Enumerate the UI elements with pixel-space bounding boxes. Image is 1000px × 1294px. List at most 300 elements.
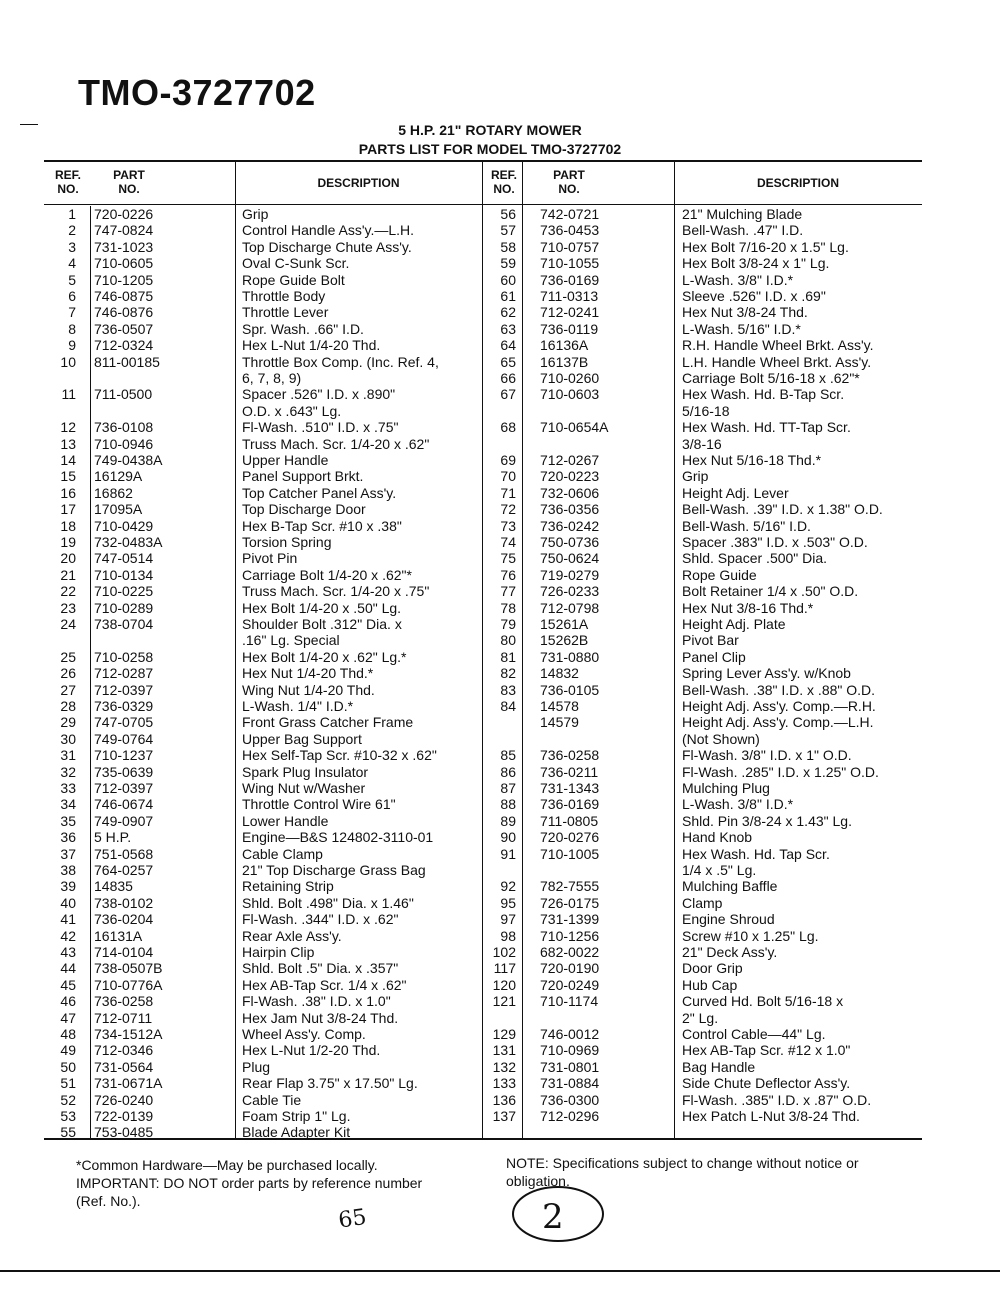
part-description: Hex AB-Tap Scr. #12 x 1.0" <box>682 1042 851 1059</box>
table-row <box>482 1042 922 1058</box>
ref-number: 95 <box>500 894 516 911</box>
part-number: 782-7555 <box>540 878 600 895</box>
table-row <box>44 846 482 862</box>
part-description: Door Grip <box>682 960 743 977</box>
table-row <box>482 419 922 435</box>
part-number: 747-0705 <box>94 714 154 731</box>
ref-number: 75 <box>500 550 516 567</box>
ref-number: 19 <box>60 534 76 550</box>
ref-number: 121 <box>492 993 516 1010</box>
table-row <box>44 239 482 255</box>
ref-number: 74 <box>500 534 516 550</box>
part-description: Pivot Bar <box>682 632 739 649</box>
table-row <box>44 337 482 353</box>
ref-number: 29 <box>60 714 76 731</box>
part-description: Bolt Retainer 1/4 x .50" O.D. <box>682 583 859 600</box>
part-description: Hex Wash. Hd. Tap Scr. <box>682 845 830 862</box>
part-description: Retaining Strip <box>242 878 334 895</box>
part-description: Hex L-Nut 1/2-20 Thd. <box>242 1042 381 1059</box>
part-description: Spacer .383" I.D. x .503" O.D. <box>682 534 868 550</box>
table-row <box>482 928 922 944</box>
part-number: 710-0605 <box>94 255 154 272</box>
part-description: Shld. Pin 3/8-24 x 1.43" Lg. <box>682 812 852 829</box>
part-number: 14579 <box>540 714 579 731</box>
table-row <box>482 567 922 583</box>
part-description: 21" Mulching Blade <box>682 206 803 222</box>
table-row <box>44 600 482 616</box>
ref-number: 81 <box>500 648 516 665</box>
ref-number: 12 <box>60 419 76 436</box>
ref-number: 77 <box>500 583 516 600</box>
table-row <box>482 337 922 353</box>
ref-number: 8 <box>68 320 76 337</box>
table-row <box>44 501 482 517</box>
part-number: 710-1205 <box>94 271 154 288</box>
ref-number: 11 <box>61 386 76 403</box>
ref-number: 17 <box>60 501 76 518</box>
part-number: 731-0884 <box>540 1075 600 1092</box>
ref-number: 23 <box>60 599 76 616</box>
ref-number: 43 <box>60 944 76 960</box>
table-row <box>482 501 922 517</box>
table-row <box>44 665 482 681</box>
bottom-rule <box>0 1270 1000 1272</box>
table-row <box>44 288 482 304</box>
ref-number: 67 <box>500 386 516 403</box>
ref-number: 76 <box>500 566 516 583</box>
table-row <box>44 928 482 944</box>
part-description: Throttle Lever <box>242 304 329 321</box>
part-description: Grip <box>682 468 709 485</box>
table-row <box>482 911 922 927</box>
table-row <box>44 714 482 730</box>
ref-number: 63 <box>500 320 516 337</box>
footer-common-hardware <box>76 1156 456 1210</box>
ref-number: 40 <box>60 894 76 911</box>
ref-number: 79 <box>500 616 516 632</box>
part-description: Spr. Wash. .66" I.D. <box>242 320 364 337</box>
part-description: Hand Knob <box>682 829 753 846</box>
ref-number: 61 <box>500 288 516 304</box>
part-description: Hex Nut 3/8-16 Thd.* <box>682 599 814 616</box>
part-number: 710-0946 <box>94 435 154 452</box>
part-description: Bell-Wash. 5/16" I.D. <box>682 517 811 534</box>
part-number: 710-1174 <box>540 993 599 1010</box>
ref-number: 37 <box>60 845 76 862</box>
part-description: Front Grass Catcher Frame <box>242 714 414 731</box>
table-row <box>482 829 922 845</box>
part-number: 5 H.P. <box>94 829 132 846</box>
table-row <box>482 468 922 484</box>
ref-number: 30 <box>60 730 76 747</box>
ref-number: 31 <box>60 747 76 764</box>
part-description: Rear Axle Ass'y. <box>242 927 342 944</box>
ref-number: 32 <box>60 763 76 780</box>
part-description: Carriage Bolt 1/4-20 x .62"* <box>242 566 412 583</box>
table-row <box>482 403 922 419</box>
part-description: Side Chute Deflector Ass'y. <box>682 1075 851 1092</box>
ref-number: 120 <box>492 976 516 993</box>
part-description: Cable Tie <box>242 1091 302 1108</box>
ref-number: 57 <box>500 222 516 239</box>
ref-number: 27 <box>60 681 76 698</box>
part-number: 738-0507B <box>94 960 163 977</box>
ref-number: 15 <box>60 468 76 485</box>
ref-number: 64 <box>500 337 516 354</box>
ref-number: 18 <box>60 517 76 534</box>
ref-number: 4 <box>68 255 76 272</box>
part-number: 746-0876 <box>94 304 154 321</box>
part-number: 811-00185 <box>94 353 160 370</box>
table-row <box>44 895 482 911</box>
ref-number: 20 <box>60 550 76 567</box>
table-row <box>482 583 922 599</box>
part-description: Hex Jam Nut 3/8-24 Thd. <box>242 1009 399 1026</box>
part-number: 710-0776A <box>94 976 163 993</box>
part-number: 710-1256 <box>540 927 600 944</box>
table-row <box>482 272 922 288</box>
part-description: Engine—B&S 124802-3110-01 <box>242 829 434 846</box>
part-description: Screw #10 x 1.25" Lg. <box>682 927 819 944</box>
table-row <box>44 780 482 796</box>
table-row <box>44 1042 482 1058</box>
part-description: Engine Shroud <box>682 911 775 928</box>
part-description: Torsion Spring <box>242 534 332 550</box>
ref-number: 60 <box>500 271 516 288</box>
part-description: Foam Strip 1" Lg. <box>242 1108 351 1124</box>
part-number: 731-1023 <box>94 238 154 255</box>
part-number: 742-0721 <box>540 206 600 222</box>
part-number: 17095A <box>94 501 143 518</box>
ref-number: 24 <box>60 616 76 632</box>
table-row <box>482 386 922 402</box>
part-description: L-Wash. 3/8" I.D.* <box>682 796 794 813</box>
part-number: 712-0324 <box>94 337 154 354</box>
header-desc-left: DESCRIPTION <box>317 176 400 190</box>
table-row <box>482 255 922 271</box>
part-description: Hex AB-Tap Scr. 1/4 x .62" <box>242 976 407 993</box>
part-number: 749-0438A <box>94 452 163 468</box>
part-description: Truss Mach. Scr. 1/4-20 x .75" <box>242 583 430 600</box>
document-title: TMO-3727702 <box>78 72 316 113</box>
part-description: L-Wash. 1/4" I.D.* <box>242 698 354 714</box>
part-number: 736-0211 <box>540 763 599 780</box>
part-description: 21" Deck Ass'y. <box>682 944 778 960</box>
table-row <box>482 632 922 648</box>
ref-number: 39 <box>60 878 76 895</box>
important-note: IMPORTANT: DO NOT order parts by reference number (Ref. No.). <box>76 1175 423 1209</box>
part-description: Wing Nut w/Washer <box>242 780 366 796</box>
ref-number: 129 <box>492 1026 516 1042</box>
part-number: 726-0240 <box>94 1091 154 1108</box>
table-row <box>482 304 922 320</box>
part-number: 712-0346 <box>94 1042 154 1059</box>
part-description: Height Adj. Plate <box>682 616 786 632</box>
table-row <box>482 714 922 730</box>
part-number: 682-0022 <box>540 944 600 960</box>
part-description: Panel Support Brkt. <box>242 468 364 485</box>
part-number: 734-1512A <box>94 1026 163 1042</box>
ref-number: 69 <box>500 452 516 468</box>
ref-number: 72 <box>500 501 516 518</box>
table-row <box>44 452 482 468</box>
part-description: Height Adj. Ass'y. Comp.—R.H. <box>682 698 876 714</box>
ref-number: 38 <box>60 862 76 878</box>
part-number: 736-0204 <box>94 911 154 928</box>
table-row <box>482 878 922 894</box>
ref-number: 117 <box>493 960 516 977</box>
ref-number: 137 <box>492 1108 516 1124</box>
part-number: 16131A <box>94 927 143 944</box>
footer-spec-note: NOTE: Specifications subject to change without notice or obligation. <box>506 1155 859 1189</box>
table-row <box>44 321 482 337</box>
ref-number: 59 <box>500 255 516 272</box>
part-description: Hex Nut 1/4-20 Thd.* <box>242 665 374 682</box>
part-description: 3/8-16 <box>682 435 722 452</box>
ref-number: 73 <box>500 517 516 534</box>
ref-number: 26 <box>60 665 76 682</box>
table-row <box>482 813 922 829</box>
part-number: 16137B <box>540 353 589 370</box>
ref-number: 89 <box>500 812 516 829</box>
part-description: Fl-Wash. .344" I.D. x .62" <box>242 911 399 928</box>
part-description: Curved Hd. Bolt 5/16-18 x <box>682 993 844 1010</box>
part-description: Blade Adapter Kit <box>242 1124 351 1141</box>
ref-number: 62 <box>500 304 516 321</box>
ref-number: 45 <box>60 976 76 993</box>
table-row <box>44 518 482 534</box>
ref-number: 21 <box>60 566 76 583</box>
table-row <box>44 632 482 648</box>
table-row <box>482 436 922 452</box>
part-number: 712-0287 <box>94 665 154 682</box>
part-number: 720-0190 <box>540 960 600 977</box>
part-description: Spacer .526" I.D. x .890" <box>242 386 396 403</box>
part-number: 714-0104 <box>94 944 154 960</box>
part-number: 710-0260 <box>540 370 600 386</box>
table-row <box>44 682 482 698</box>
part-number: 732-0483A <box>94 534 163 550</box>
table-row <box>482 780 922 796</box>
part-description: 6, 7, 8, 9) <box>242 370 302 386</box>
ref-number: 1 <box>68 206 76 222</box>
header-ref-left: REF. NO. <box>54 168 81 196</box>
part-description: Hairpin Clip <box>242 944 315 960</box>
part-description: Fl-Wash. .510" I.D. x .75" <box>242 419 399 436</box>
part-number: 712-0397 <box>94 780 154 796</box>
part-description: 2" Lg. <box>682 1009 719 1026</box>
part-number: 753-0485 <box>94 1124 154 1141</box>
part-number: 719-0279 <box>540 566 600 583</box>
handwritten-circle-mark <box>506 1178 616 1248</box>
part-number: 722-0139 <box>94 1108 154 1124</box>
ref-number: 131 <box>492 1042 516 1059</box>
ref-number: 68 <box>500 419 516 436</box>
part-number: 711-0313 <box>540 288 599 304</box>
part-description: Hex L-Nut 1/4-20 Thd. <box>242 337 381 354</box>
ref-number: 53 <box>60 1108 76 1124</box>
ref-number: 5 <box>68 271 76 288</box>
part-description: Plug <box>242 1058 271 1075</box>
table-row <box>482 534 922 550</box>
part-number: 736-0356 <box>540 501 600 518</box>
ref-number: 80 <box>500 632 516 649</box>
part-number: 14832 <box>540 665 579 682</box>
table-row <box>44 764 482 780</box>
part-description: Wheel Ass'y. Comp. <box>242 1026 366 1042</box>
part-description: Hex Bolt 1/4-20 x .50" Lg. <box>242 599 402 616</box>
table-row <box>44 1075 482 1091</box>
table-row <box>44 403 482 419</box>
ref-number: 22 <box>60 583 76 600</box>
part-number: 726-0233 <box>540 583 600 600</box>
table-row <box>482 1092 922 1108</box>
part-description: Hex B-Tap Scr. #10 x .38" <box>242 517 402 534</box>
part-description: Throttle Body <box>242 288 326 304</box>
part-number: 746-0875 <box>94 288 154 304</box>
table-row <box>482 846 922 862</box>
part-number: 712-0798 <box>540 599 600 616</box>
ref-number: 6 <box>68 288 76 304</box>
part-number: 736-0329 <box>94 698 154 714</box>
ref-number: 50 <box>60 1058 76 1075</box>
part-number: 711-0805 <box>540 812 599 829</box>
part-description: Fl-Wash. .38" I.D. x 1.0" <box>242 993 391 1010</box>
table-row <box>482 616 922 632</box>
table-row <box>482 665 922 681</box>
part-number: 736-0258 <box>540 747 600 764</box>
table-row <box>482 796 922 812</box>
part-description: Bell-Wash. .38" I.D. x .88" O.D. <box>682 681 876 698</box>
part-description: Shld. Bolt .498" Dia. x 1.46" <box>242 894 414 911</box>
part-number: 710-0225 <box>94 583 154 600</box>
part-number: 731-0671A <box>94 1075 163 1092</box>
part-number: 712-0711 <box>94 1009 153 1026</box>
part-description: Pivot Pin <box>242 550 298 567</box>
part-description: Truss Mach. Scr. 1/4-20 x .62" <box>242 435 430 452</box>
part-number: 710-0603 <box>540 386 600 403</box>
part-number: 720-0249 <box>540 976 600 993</box>
part-description: Rope Guide Bolt <box>242 271 345 288</box>
part-description: Height Adj. Lever <box>682 484 789 501</box>
part-number: 736-0242 <box>540 517 600 534</box>
ref-number: 133 <box>492 1075 516 1092</box>
part-number: 710-0258 <box>94 648 154 665</box>
ref-number: 34 <box>60 796 76 813</box>
part-description: Top Discharge Door <box>242 501 366 518</box>
part-number: 710-1005 <box>540 845 600 862</box>
part-description: Throttle Control Wire 61" <box>242 796 396 813</box>
part-number: 736-0169 <box>540 271 600 288</box>
table-row <box>44 698 482 714</box>
ref-number: 25 <box>60 648 76 665</box>
table-row <box>44 960 482 976</box>
part-number: 710-0429 <box>94 517 154 534</box>
ref-number: 84 <box>500 698 516 714</box>
part-number: 16862 <box>94 484 133 501</box>
ref-number: 46 <box>60 993 76 1010</box>
table-row <box>44 944 482 960</box>
part-description: Carriage Bolt 5/16-18 x .62"* <box>682 370 860 386</box>
part-number: 736-0258 <box>94 993 154 1010</box>
table-row <box>44 829 482 845</box>
part-number: 731-0564 <box>94 1058 154 1075</box>
table-row <box>44 370 482 386</box>
part-number: 735-0639 <box>94 763 154 780</box>
table-row <box>482 944 922 960</box>
part-number: 16136A <box>540 337 589 354</box>
ref-number: 41 <box>60 911 76 928</box>
table-row <box>44 1010 482 1026</box>
table-row <box>44 1108 482 1124</box>
table-row <box>44 1026 482 1042</box>
ref-number: 136 <box>492 1091 516 1108</box>
part-number: 15262B <box>540 632 589 649</box>
ref-number: 28 <box>60 698 76 714</box>
ref-number: 14 <box>60 452 76 468</box>
part-description: Throttle Box Comp. (Inc. Ref. 4, <box>242 353 439 370</box>
part-description: O.D. x .643" Lg. <box>242 402 342 419</box>
header-ref-right: REF. NO. <box>490 168 517 196</box>
ref-number: 56 <box>500 206 516 222</box>
table-row <box>44 649 482 665</box>
part-number: 747-0514 <box>94 550 154 567</box>
part-number: 738-0102 <box>94 894 154 911</box>
part-number: 751-0568 <box>94 845 154 862</box>
table-row <box>44 272 482 288</box>
ref-number: 13 <box>60 435 76 452</box>
ref-number: 85 <box>500 747 516 764</box>
part-description: 1/4 x .5" Lg. <box>682 862 757 878</box>
ref-number: 65 <box>500 353 516 370</box>
part-description: Panel Clip <box>682 648 746 665</box>
part-number: 710-0757 <box>540 238 600 255</box>
part-number: 731-0880 <box>540 648 600 665</box>
table-row <box>482 960 922 976</box>
part-number: 710-0289 <box>94 599 154 616</box>
ref-number: 49 <box>60 1042 76 1059</box>
part-number: 731-1343 <box>540 780 600 796</box>
subtitle-parts-list: PARTS LIST FOR MODEL TMO-3727702 <box>358 141 622 157</box>
part-number: 736-0169 <box>540 796 600 813</box>
ref-number: 47 <box>60 1009 76 1026</box>
ref-number: 82 <box>500 665 516 682</box>
part-number: 736-0108 <box>94 419 154 436</box>
table-row <box>44 468 482 484</box>
table-row <box>482 1075 922 1091</box>
header-underline <box>44 204 922 205</box>
ref-number: 98 <box>500 927 516 944</box>
part-description: .16" Lg. Special <box>242 632 340 649</box>
part-number: 14578 <box>540 698 579 714</box>
part-description: Hex Bolt 3/8-24 x 1" Lg. <box>682 255 830 272</box>
part-description: Spark Plug Insulator <box>242 763 369 780</box>
part-description: Shld. Bolt .5" Dia. x .357" <box>242 960 399 977</box>
ref-number: 90 <box>500 829 516 846</box>
part-description: R.H. Handle Wheel Brkt. Ass'y. <box>682 337 874 354</box>
ref-number: 83 <box>500 681 516 698</box>
table-row <box>482 518 922 534</box>
part-description: Top Discharge Chute Ass'y. <box>242 238 412 255</box>
part-description: Oval C-Sunk Scr. <box>242 255 350 272</box>
handwritten-mark-left <box>330 1196 380 1236</box>
part-number: 747-0824 <box>94 222 154 239</box>
ref-number: 70 <box>500 468 516 485</box>
ref-number: 52 <box>60 1091 76 1108</box>
part-description: Rear Flap 3.75" x 17.50" Lg. <box>242 1075 418 1092</box>
ref-number: 9 <box>68 337 76 354</box>
ref-number: 86 <box>500 763 516 780</box>
